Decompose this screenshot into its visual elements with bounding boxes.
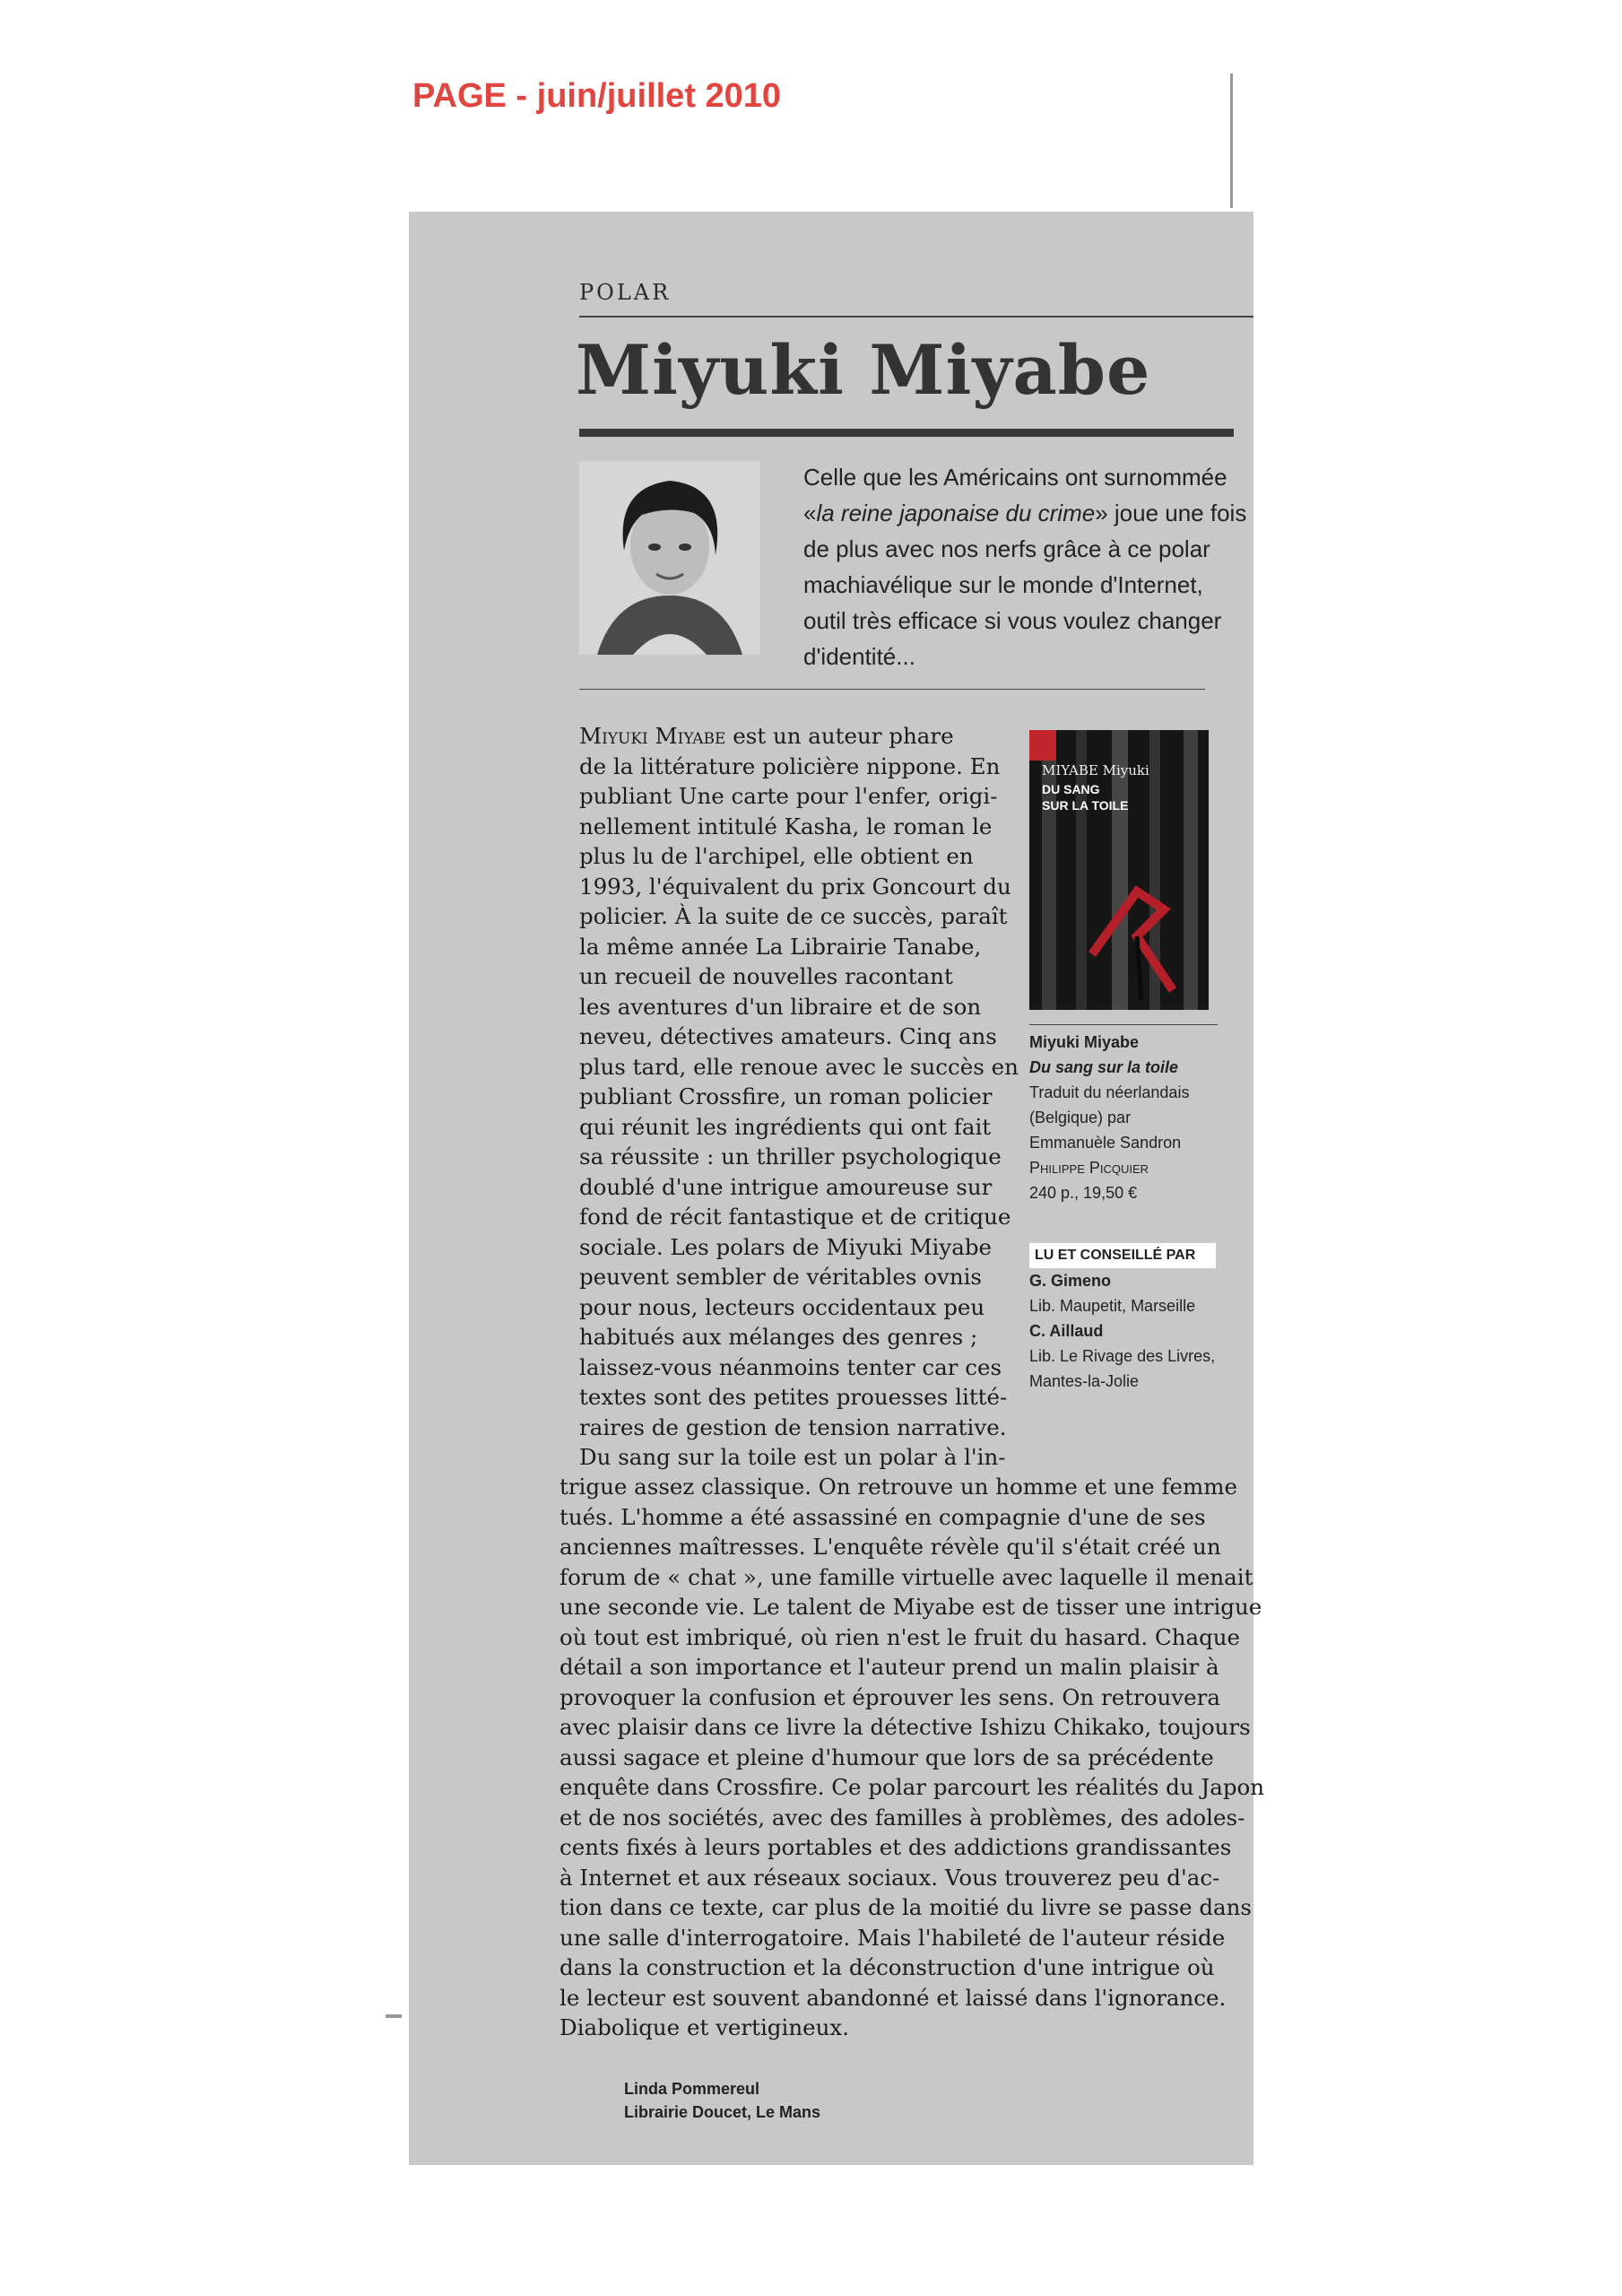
recommended-box [1029, 1241, 1218, 1394]
body-line: le lecteur est souvent abandonné et laissé dans l'ignorance. [559, 1984, 1227, 2011]
body-line: habitués aux mélanges des genres ; [579, 1324, 978, 1350]
book-author: Miyuki Miyabe [1029, 1033, 1140, 1051]
body-line: fond de récit fantastique et de critique [579, 1204, 1011, 1230]
signature-name: Linda Pommereul [624, 2080, 760, 2098]
lead-text-end: » joue une fois de plus avec nos nerfs grâce à ce polar machiavélique sur le monde d'Internet, outil très efficace si vous voulez changer d'identité... [803, 500, 1247, 670]
body-line: et de nos sociétés, avec des familles à problèmes, des adoles- [559, 1804, 1245, 1831]
cover-title-line1: DU SANG [1042, 782, 1100, 796]
scan-mark [1230, 74, 1233, 208]
body-line: de la littérature policière nippone. En [579, 752, 1001, 779]
recommended-label: LU ET CONSEILLÉ PAR [1029, 1243, 1216, 1268]
body-line: publiant Crossfire, un roman policier [579, 1083, 993, 1109]
article-title: Miyuki Miyabe [576, 330, 1151, 410]
lead-rule [579, 689, 1205, 690]
book-translation: (Belgique) par [1029, 1109, 1132, 1126]
body-line: neveu, détectives amateurs. Cinq ans [579, 1023, 997, 1049]
body-line: textes sont des petites prouesses litté- [579, 1384, 1008, 1410]
body-line: plus tard, elle renoue avec le succès en [579, 1053, 1019, 1080]
author-name-smallcaps: Miyuki Miyabe [579, 723, 726, 749]
recommender-name: C. Aillaud [1029, 1322, 1104, 1340]
source-header: PAGE - juin/juillet 2010 [412, 77, 782, 115]
book-details: 240 p., 19,50 € [1029, 1184, 1138, 1202]
body-line: aussi sagace et pleine d'humour que lors de sa précédente [559, 1744, 1214, 1770]
rubric: POLAR [579, 280, 672, 305]
body-line: enquête dans Crossfire. Ce polar parcourt les réalités du Japon [559, 1774, 1265, 1800]
book-translation: Traduit du néerlandais [1029, 1083, 1190, 1101]
lead-text-start: Celle que les Américains ont surnommée « [803, 464, 1227, 526]
body-full-width [559, 1472, 1265, 2043]
book-translation: Emmanuèle Sandron [1029, 1134, 1182, 1152]
body-line: provoquer la confusion et éprouver les sens. On retrouvera [559, 1683, 1220, 1710]
body-line: publiant Une carte pour l'enfer, origi- [579, 783, 998, 809]
body-line: anciennes maîtresses. L'enquête révèle qu'il s'était créé un [559, 1534, 1221, 1560]
scan-mark [386, 2014, 402, 2018]
body-line: tion dans ce texte, car plus de la moitié du livre se passe dans [559, 1894, 1252, 1920]
body-line: peuvent sembler de véritables ovnis [579, 1264, 983, 1290]
body-line: dans la construction et la déconstruction d'une intrigue où [559, 1954, 1215, 1980]
book-publisher: Philippe Picquier [1029, 1159, 1149, 1177]
body-line: Du sang sur la toile est un polar à l'in- [579, 1444, 1006, 1470]
body-line: les aventures d'un libraire et de son [579, 993, 982, 1020]
book-cover [1029, 730, 1209, 1010]
portrait-photo [579, 461, 760, 655]
body-line: Diabolique et vertigineux. [559, 2014, 849, 2040]
signature [624, 2077, 820, 2124]
body-line: trigue assez classique. On retrouve un homme et une femme [559, 1474, 1237, 1500]
recommender-shop: Mantes-la-Jolie [1029, 1372, 1140, 1390]
body-line: policier. À la suite de ce succès, paraît [579, 903, 1008, 929]
sidebar-rule [1029, 1024, 1218, 1025]
recommender-shop: Lib. Le Rivage des Livres, [1029, 1347, 1216, 1365]
body-line: où tout est imbriqué, où rien n'est le fruit du hasard. Chaque [559, 1623, 1241, 1650]
body-line: une salle d'interrogatoire. Mais l'habileté de l'auteur réside [559, 1924, 1226, 1951]
body-line: cents fixés à leurs portables et des addictions grandissantes [559, 1834, 1232, 1860]
body-line: forum de « chat », une famille virtuelle avec laquelle il menait [559, 1563, 1253, 1590]
body-line: nellement intitulé Kasha, le roman le [579, 813, 993, 839]
cover-title-line2: SUR LA TOILE [1042, 798, 1129, 813]
body-column [579, 721, 1019, 1473]
body-line: à Internet et aux réseaux sociaux. Vous trouverez peu d'ac- [559, 1864, 1220, 1891]
recommender-shop: Lib. Maupetit, Marseille [1029, 1297, 1196, 1315]
signature-shop: Librairie Doucet, Le Mans [624, 2103, 821, 2121]
body-line: un recueil de nouvelles racontant [579, 963, 953, 989]
body-line: 1993, l'équivalent du prix Goncourt du [579, 873, 1011, 900]
body-line: raires de gestion de tension narrative. [579, 1413, 1007, 1440]
lead-quote: la reine japonaise du crime [816, 500, 1096, 526]
body-line: détail a son importance et l'auteur prend un malin plaisir à [559, 1654, 1219, 1680]
lead-paragraph [803, 459, 1252, 674]
article [409, 212, 1265, 2165]
body-line: pour nous, lecteurs occidentaux peu [579, 1293, 985, 1320]
body-line: doublé d'une intrigue amoureuse sur [579, 1173, 993, 1200]
book-title: Du sang sur la toile [1029, 1058, 1179, 1076]
body-line: qui réunit les ingrédients qui ont fait [579, 1113, 992, 1140]
body-line: tués. L'homme a été assassiné en compagnie d'une de ses [559, 1503, 1206, 1530]
author-portrait [579, 461, 760, 655]
body-line: sa réussite : un thriller psychologique [579, 1144, 1002, 1170]
cover-author: MIYABE Miyuki [1042, 762, 1149, 778]
recommender-name: G. Gimeno [1029, 1272, 1112, 1290]
body-line: une seconde vie. Le talent de Miyabe est de tisser une intrigue [559, 1594, 1262, 1620]
book-info [1029, 1030, 1218, 1205]
body-line: la même année La Librairie Tanabe, [579, 933, 982, 960]
body-line: laissez-vous néanmoins tenter car ces [579, 1353, 1002, 1380]
body-line: Miyuki Miyabe est un auteur phare [579, 723, 954, 749]
top-rule [579, 316, 1253, 317]
body-line: sociale. Les polars de Miyuki Miyabe [579, 1233, 993, 1260]
body-line: plus lu de l'archipel, elle obtient en [579, 843, 974, 869]
body-line: avec plaisir dans ce livre la détective Ishizu Chikako, toujours [559, 1714, 1251, 1740]
title-rule [579, 429, 1234, 437]
